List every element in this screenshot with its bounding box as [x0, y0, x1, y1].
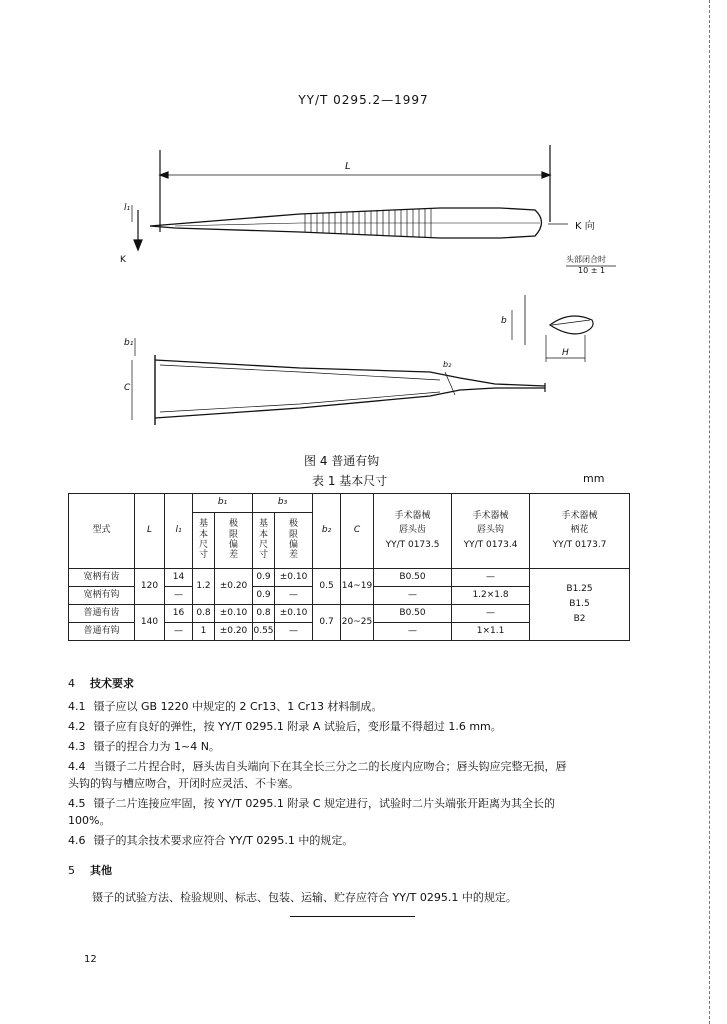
standard-number: YY/T 0295.2—1997	[298, 93, 429, 107]
header-b1-basic: 基本尺寸	[198, 519, 208, 561]
header-b1-tolerance: 极限偏差	[228, 519, 238, 561]
end-rule	[290, 916, 415, 917]
dimensions-table	[68, 493, 630, 641]
table-row: 宽柄有钩 — 0.9 — — 1.2×1.8	[69, 587, 630, 605]
requirement-4-6: 4.6 镊子的其余技术要求应符合 YY/T 0295.1 中的规定。	[68, 834, 354, 847]
header-b3-basic: 基本尺寸	[259, 519, 269, 561]
header-l1: l₁	[165, 494, 193, 569]
section-4-heading: 4 技术要求	[68, 677, 134, 690]
header-b1: b₁	[193, 494, 253, 513]
requirement-4-4: 4.4 当镊子二片捏合时，唇头齿自头端向下在其全长三分之二的长度内应吻合；唇头钩应完整无损，唇	[68, 760, 567, 773]
dim-H-label: H	[562, 348, 569, 358]
table-row: 普通有钩 — 1 ±0.20 0.55 — — 1×1.1	[69, 623, 630, 641]
section-5-text: 镊子的试验方法、检验规则、标志、包装、运输、贮存应符合 YY/T 0295.1 中的规定。	[92, 891, 517, 904]
header-type: 型式	[69, 494, 135, 569]
requirement-4-4-cont: 头钩的钩与槽应吻合，开闭时应灵活、不卡塞。	[68, 777, 299, 790]
requirements-list	[68, 698, 638, 849]
handle-pattern-cell: B1.25 B1.5 B2	[530, 569, 630, 641]
header-b3: b₃	[253, 494, 313, 513]
requirement-4-3: 4.3 镊子的捏合力为 1~4 N。	[68, 740, 220, 753]
tweezers-drawing	[0, 0, 727, 470]
header-lip-hook: 手术器械 唇头钩 YY/T 0173.4	[452, 494, 530, 569]
view-K-direction-label: K 向	[575, 221, 595, 232]
figure-caption: 图 4 普通有钩	[304, 454, 380, 468]
view-K-label: K	[120, 255, 126, 265]
requirement-4-1: 4.1 镊子应以 GB 1220 中规定的 2 Cr13、1 Cr13 材料制成。	[68, 700, 383, 713]
dim-b1-label: b₁	[124, 338, 134, 348]
page-number: 12	[84, 954, 97, 965]
requirement-4-5: 4.5 镊子二片连接应牢固，按 YY/T 0295.1 附录 C 规定进行，试验时二片头端张开距离为其全长的	[68, 797, 556, 810]
table-title: 表 1 基本尺寸	[312, 474, 388, 488]
header-b3-tolerance: 极限偏差	[289, 519, 299, 561]
header-handle-pattern: 手术器械 柄花 YY/T 0173.7	[530, 494, 630, 569]
dim-L-label: L	[345, 161, 351, 172]
table-row: 普通有齿 140 16 0.8 ±0.10 0.8 ±0.10 0.7 20~25 B0.50 —	[69, 605, 630, 623]
requirement-4-5-cont: 100%。	[68, 814, 111, 827]
tip-closed-note: 头部闭合时	[566, 255, 606, 264]
header-b2: b₂	[313, 494, 341, 569]
header-lip-teeth: 手术器械 唇头齿 YY/T 0173.5	[374, 494, 452, 569]
dim-C-label: C	[124, 383, 131, 393]
dim-b-label: b	[501, 316, 507, 326]
section-5-heading: 5 其他	[68, 864, 112, 877]
dim-b2-label: b₂	[443, 360, 452, 369]
tip-closed-value: 10 ± 1	[578, 266, 606, 275]
header-C: C	[341, 494, 374, 569]
header-L: L	[135, 494, 165, 569]
table-unit: mm	[583, 472, 605, 485]
dim-l1-label: l₁	[124, 203, 131, 213]
table-row: 宽柄有齿 120 14 1.2 ±0.20 0.9 ±0.10 0.5 14~19 B0.50 — B1.25 B1.5 B2	[69, 569, 630, 587]
page-edge-divider	[709, 0, 711, 1024]
requirement-4-2: 4.2 镊子应有良好的弹性，按 YY/T 0295.1 附录 A 试验后，变形量不得超过 1.6 mm。	[68, 720, 502, 733]
